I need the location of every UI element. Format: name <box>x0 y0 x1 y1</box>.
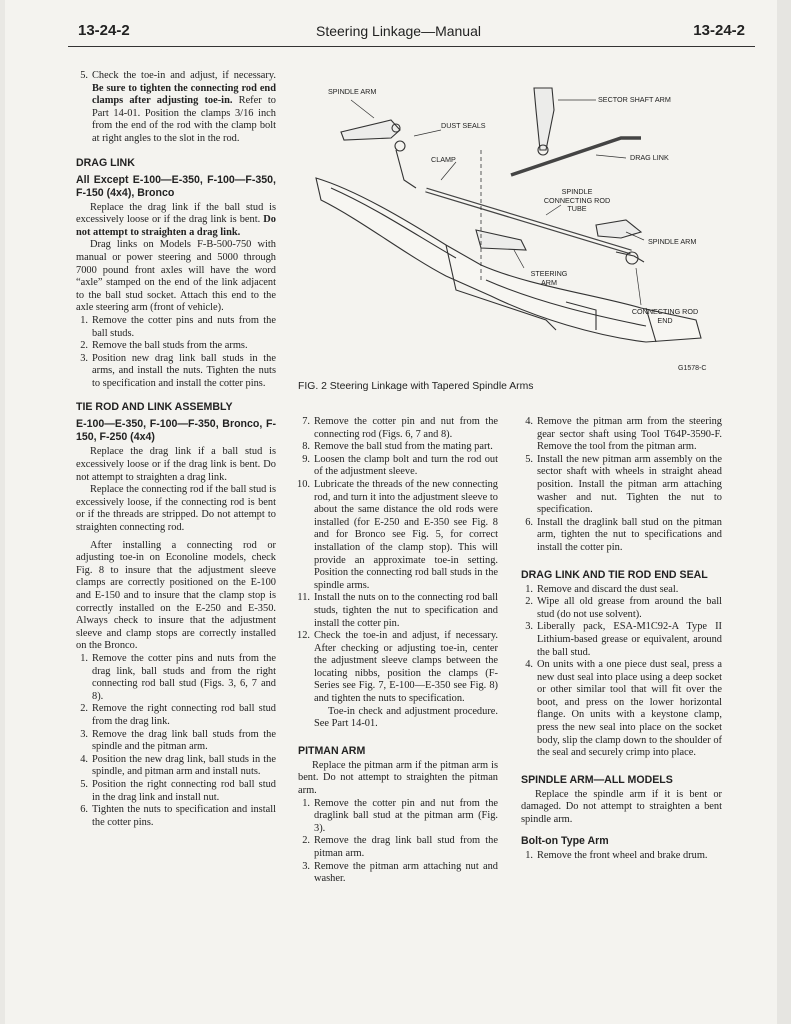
list-item: 3. Position new drag link ball studs in the arms, and install the nuts. Tighten the nuts to specification and install the cotter pins. <box>80 352 276 389</box>
tie-rod-steps <box>76 653 276 829</box>
list-item: 11. Install the nuts on to the connecting rod ball studs, tighten the nut to specification and install the cotter pin. <box>297 592 498 629</box>
list-item: 6. Install the draglink ball stud on the pitman arm, tighten the nut to specifications and install the cotter pin. <box>525 516 722 553</box>
list-item: 2. Wipe all old grease from around the ball stud (do not use solvent). <box>525 596 722 620</box>
figure-caption: FIG. 2 Steering Linkage with Tapered Spindle Arms <box>298 381 534 392</box>
list-item: 7. Remove the cotter pin and nut from the connecting rod (Figs. 6, 7 and 8). <box>302 416 498 440</box>
subheading-drag-link-models: All Except E-100—E-350, F-100—F-350, F-150 (4x4), Bronco <box>76 173 276 199</box>
list-item: 12. Check the toe-in and adjust, if necessary. After checking or adjusting toe-in, center the adjustment sleeve clamps between the locating nibbs, position the clamps (F-Series see Fig. 7, E-100—E-350 see Fig. 8) and tighten the nuts to specification. <box>297 630 498 705</box>
column-middle <box>298 416 498 886</box>
paragraph: Replace the spindle arm if it is bent or damaged. Do not attempt to straighten a bent spindle arm. <box>521 788 722 826</box>
list-item: 4. Remove the pitman arm from the steering gear sector shaft using Tool T64P-3590-F. Remove the tool from the pitman arm. <box>525 416 722 453</box>
step-number: 5. <box>80 70 88 81</box>
list-item: 10. Lubricate the threads of the new connecting rod, and turn it into the adjustment sleeve to about the same distance the old rods were installed (for E-250 and E-350 see Fig. 8 and for Bronco see Fig. 5, for correct installation of the clamp stop). This will provide an approximate toe-in setting. Position the connecting rod ball studs in the spindle arms. <box>297 478 498 591</box>
list-item <box>76 70 276 146</box>
list-item: 1. Remove the cotter pin and nut from the draglink ball stud at the pitman arm (Fig. 3). <box>302 797 498 834</box>
label-spindle-arm-right: SPINDLE ARM <box>648 237 697 246</box>
list-item: 4. On units with a one piece dust seal, press a new dust seal into place using a deep socket or other similar tool that will fit over the boot, and press on the lower horizontal flange. On units with a keystone clamp, press the new seal into place on the socket body, slip the clamp down to the shoulder of the seal and securely crimp into place. <box>525 659 722 759</box>
paragraph: Replace the pitman arm if the pitman arm is bent. Do not attempt to straighten the pitman arm. <box>298 759 498 797</box>
paragraph: Drag links on Models F-B-500-750 with manual or power steering and 5000 through 7000 pound front axles will have the word “axle” stamped on the end of the link adjacent to the ball stud socket. Attach this end to the axle steering arm (front of vehicle). <box>76 239 276 314</box>
dust-seal-steps <box>521 584 722 760</box>
list-item: 9. Loosen the clamp bolt and turn the rod out of the adjustment sleeve. <box>302 453 498 478</box>
paragraph: After installing a connecting rod or adjusting toe-in on Econoline models, check Fig. 8 to insure that the adjustment sleeve clamps are correctly positioned on the E-100 and E-150 and to insure that the clamp stop is correctly installed on the E-250 and E-350. Always check to insure that the adjustment sleeve and clamp stops are correctly installed on the Bronco. <box>76 539 276 652</box>
pitman-arm-steps <box>298 798 498 886</box>
page-edge-left <box>0 0 5 1024</box>
steering-linkage-figure <box>296 80 726 380</box>
bolt-on-arm-steps <box>521 850 722 863</box>
subheading-tie-rod-models: E-100—E-350, F-100—F-350, Bronco, F-150, F-250 (4x4) <box>76 418 276 444</box>
list-item: 1. Remove the front wheel and brake drum. <box>525 849 708 861</box>
toe-in-step-list <box>76 70 276 146</box>
step-warning: Be sure to tighten the connecting rod end clamps after adjusting toe-in. <box>92 82 276 107</box>
list-item: 1. Remove and discard the dust seal. <box>525 583 679 595</box>
list-item: 2. Remove the right connecting rod ball stud from the drag link. <box>80 703 276 727</box>
pitman-arm-steps-continued <box>521 416 722 555</box>
page-edge-right <box>777 0 791 1024</box>
label-steering-arm: STEERING ARM <box>530 269 568 287</box>
list-item: 6. Tighten the nuts to specification and install the cotter pins. <box>80 804 276 828</box>
list-item: 1. Remove the cotter pins and nuts from the drag link, ball studs and from the right connecting rod ball stud (Figs. 3, 6, 7 and 8). <box>80 652 276 702</box>
page-number-right: 13-24-2 <box>693 22 745 39</box>
list-item: 1. Remove the cotter pins and nuts from the ball studs. <box>80 314 276 339</box>
list-item: 5. Position the right connecting rod ball stud in the drag link and install nut. <box>80 778 276 803</box>
list-item: 3. Remove the drag link ball studs from the spindle and the pitman arm. <box>80 728 276 753</box>
list-item: 3. Liberally pack, ESA-M1C92-A Type II Lithium-based grease or equivalent, around the ball stud. <box>525 621 722 658</box>
label-spindle-connecting-rod-tube: SPINDLE CONNECTING ROD TUBE <box>543 187 611 214</box>
label-dust-seals: DUST SEALS <box>441 121 486 130</box>
list-item: 2. Remove the drag link ball stud from the pitman arm. <box>302 835 498 859</box>
section-heading-spindle-arm: SPINDLE ARM—ALL MODELS <box>521 773 673 786</box>
section-heading-dust-seal: DRAG LINK AND TIE ROD END SEAL <box>521 568 708 581</box>
list-item: 2. Remove the ball studs from the arms. <box>80 340 248 352</box>
label-drag-link: DRAG LINK <box>630 153 669 162</box>
drag-link-steps <box>76 315 276 391</box>
list-item: 8. Remove the ball stud from the mating part. <box>302 441 493 453</box>
label-spindle-arm-left: SPINDLE ARM <box>328 87 377 96</box>
column-right <box>521 416 722 862</box>
label-connecting-rod-end: CONNECTING ROD END <box>631 307 699 325</box>
section-heading-drag-link: DRAG LINK <box>76 156 135 169</box>
label-sector-shaft-arm: SECTOR SHAFT ARM <box>598 95 671 104</box>
paragraph: Replace the connecting rod if the ball stud is excessively loose, if the connecting rod is bent or if the threads are stripped. Do not attempt to straighten connecting rod. <box>76 484 276 534</box>
list-item: 5. Install the new pitman arm assembly on the sector shaft with wheels in straight ahead position. Install the pitman arm attaching washer and nut. Tighten the nut to specification. <box>525 453 722 516</box>
warning-text: Do not attempt to straighten a drag link. <box>76 214 276 238</box>
running-head <box>68 20 755 47</box>
list-item: 4. Position the new drag link, ball studs in the spindle, and pitman arm and install nuts. <box>80 753 276 778</box>
paragraph: Replace the drag link if a ball stud is excessively loose or if the drag link is bent. Do not attempt to straighten a drag link. <box>76 446 276 483</box>
page-title: Steering Linkage—Manual <box>316 23 481 39</box>
paragraph: Toe-in check and adjustment procedure. See Part 14-01. <box>314 705 498 730</box>
page-number-left: 13-24-2 <box>78 22 130 39</box>
step-text: Refer to Part 14-01. Position the clamps 3/16 inch from the end of the rod with the clamp bolt at right angles to the slot in the rod. <box>92 95 276 144</box>
paragraph: Replace the drag link if the ball stud is excessively loose or if the drag link is bent. Do not attempt to straighten a drag link. <box>76 201 276 238</box>
section-heading-tie-rod: TIE ROD AND LINK ASSEMBLY <box>76 401 233 414</box>
label-clamp: CLAMP <box>431 155 456 164</box>
steering-linkage-illustration <box>296 80 726 380</box>
tie-rod-steps-continued <box>298 416 498 706</box>
section-heading-pitman-arm: PITMAN ARM <box>298 744 366 757</box>
list-item: 3. Remove the pitman arm attaching nut and washer. <box>302 860 498 885</box>
step-text: Check the toe-in and adjust, if necessary. <box>92 70 276 81</box>
subheading-bolt-on-type-arm: Bolt-on Type Arm <box>521 834 609 847</box>
column-left <box>76 70 276 829</box>
figure-code: G1578-C <box>678 365 707 372</box>
